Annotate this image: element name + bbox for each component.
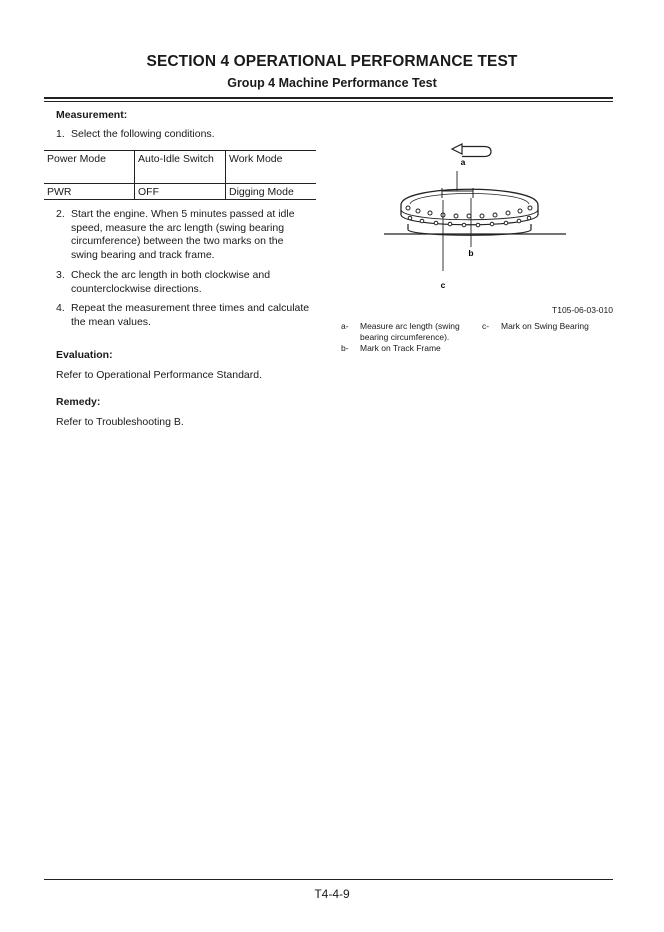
table-header-cell: Work Mode [226, 151, 317, 184]
step-number: 1. [56, 128, 65, 140]
figure-code: T105-06-03-010 [552, 305, 613, 315]
step-text: Select the following conditions. [71, 128, 215, 140]
header-rule-thin [44, 101, 613, 102]
evaluation-heading: Evaluation: [56, 349, 113, 361]
section-title: SECTION 4 OPERATIONAL PERFORMANCE TEST [146, 53, 518, 70]
table-header-cell: Auto-Idle Switch [135, 151, 226, 184]
page-number: T4-4-9 [314, 887, 350, 901]
evaluation-text: Refer to Operational Performance Standard. [56, 369, 263, 381]
caption-a-text [360, 321, 480, 343]
caption-a-key: a- [341, 321, 349, 331]
table-cell: Digging Mode [226, 184, 317, 200]
step-4 [56, 302, 318, 329]
step-1 [56, 128, 318, 142]
table-header-row [44, 151, 316, 184]
table-row [44, 184, 316, 200]
table-header-cell: Power Mode [44, 151, 135, 184]
step-number: 3. [56, 269, 65, 281]
step-2 [56, 208, 308, 262]
label-b: b [468, 248, 474, 258]
conditions-table [44, 150, 316, 200]
label-a: a [460, 157, 466, 167]
caption-a-line-1: Measure arc length (swing [360, 321, 460, 331]
caption-a-line-2: bearing circumference). [360, 332, 450, 342]
step-3 [56, 269, 291, 296]
rotation-arrow-icon [452, 144, 491, 157]
table-cell: OFF [135, 184, 226, 200]
step-number: 2. [56, 208, 65, 220]
caption-b-key: b- [341, 343, 349, 353]
step-text: Check the arc length in both clockwise and counterclockwise directions. [71, 269, 271, 295]
table-cell: PWR [44, 184, 135, 200]
step-number: 4. [56, 302, 65, 314]
footer-rule [44, 879, 613, 880]
header-rule-thick [44, 97, 613, 99]
remedy-text: Refer to Troubleshooting B. [56, 416, 184, 428]
step-text: Repeat the measurement three times and calculate the mean values. [71, 302, 310, 328]
step-text: Start the engine. When 5 minutes passed at idle speed, measure the arc length (swing bearing circumference) between the two marks on the swing bearing and track frame. [71, 208, 295, 261]
remedy-heading: Remedy: [56, 396, 101, 408]
measurement-heading: Measurement: [56, 109, 128, 121]
caption-b-text: Mark on Track Frame [360, 343, 441, 353]
swing-bearing-figure [370, 138, 580, 298]
caption-c-text: Mark on Swing Bearing [501, 321, 589, 331]
label-c: c [440, 280, 446, 290]
group-title: Group 4 Machine Performance Test [227, 76, 437, 90]
caption-c-key: c- [482, 321, 490, 331]
